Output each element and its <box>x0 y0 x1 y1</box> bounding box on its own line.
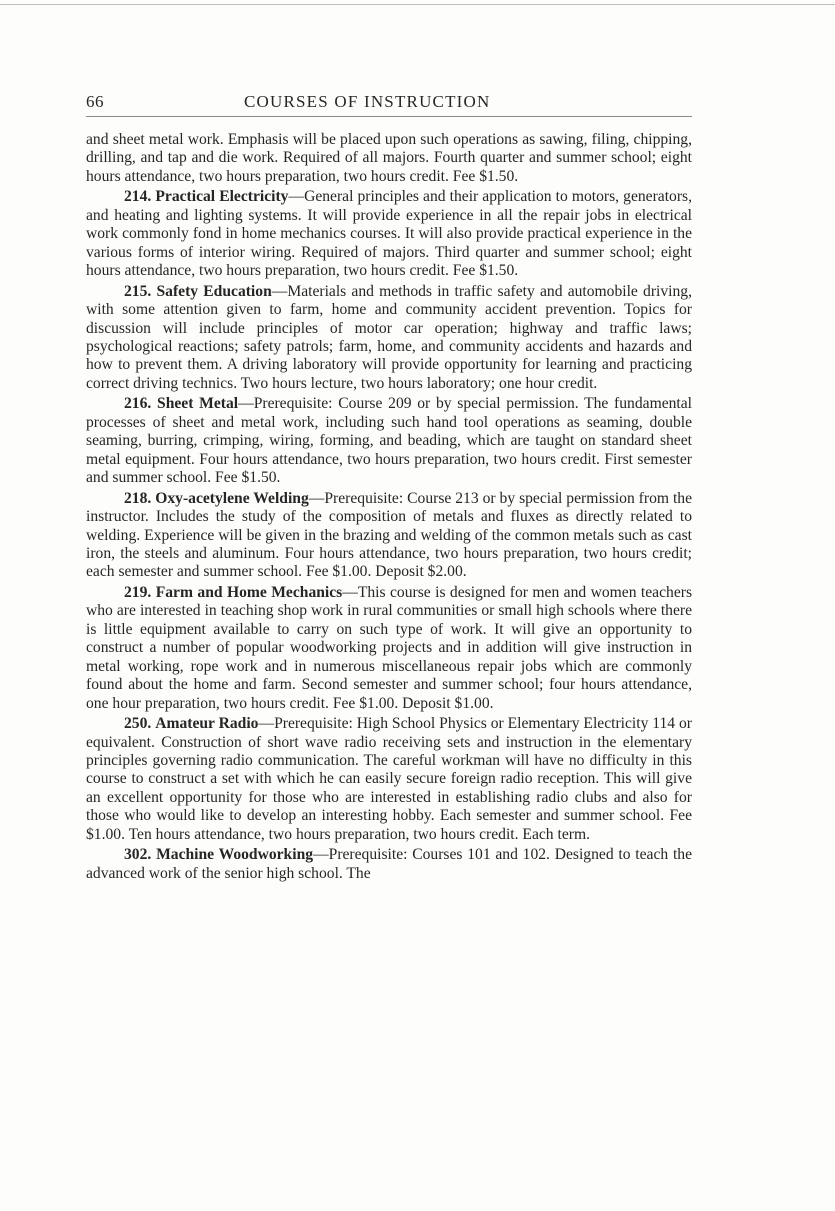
course-number: 250. <box>124 715 152 733</box>
course-title: Practical Electricity <box>155 188 289 206</box>
course-title: Machine Woodworking <box>156 846 314 864</box>
course-number: 218. <box>124 489 152 507</box>
top-edge-rule <box>0 4 835 5</box>
course-number: 216. <box>124 395 152 413</box>
course-description: —This course is designed for men and women teachers who are interested in teaching shop work in rural communities or small high schools where there is little equipment available to carry on such type of work. It will give an opportunity to construct a number of popular woodworking projects and in addition will give instruction in metal working, rope work and in numerous miscellaneous repair jobs which are commonly found about the home and farm. Second semester and summer school; four hours attendance, one hour preparation, two hours credit. Fee $1.00. Deposit $1.00. <box>86 583 693 712</box>
course-218 <box>86 490 692 582</box>
intro-paragraph: and sheet metal work. Emphasis will be placed upon such operations as sawing, filing, chipping, drilling, and tap and die work. Required of all majors. Fourth quarter and summer school; eight hours attendance, two hours preparation, two hours credit. Fee $1.50. <box>86 131 692 185</box>
course-description: —Prerequisite: Course 209 or by special permission. The fundamental processes of sheet and metal work, including such hand tool operations as seaming, double seaming, burring, crimping, wiring, forming, and beading, which are taught on standard sheet metal equipment. Four hours attendance, two hours preparation, two hours credit. First semester and summer school. Fee $1.50. <box>86 395 692 487</box>
course-215 <box>86 283 692 394</box>
course-number: 302. <box>124 846 152 864</box>
course-302 <box>86 846 692 883</box>
course-title: Amateur Radio <box>155 715 259 733</box>
course-title: Safety Education <box>156 282 272 300</box>
course-description: —Prerequisite: Courses 101 and 102. Designed to teach the advanced work of the senior high school. The <box>86 846 692 882</box>
course-219 <box>86 584 692 713</box>
course-number: 219. <box>124 583 152 601</box>
course-description: —Prerequisite: High School Physics or Elementary Electricity 114 or equivalent. Construction of short wave radio receiving sets and instruction in the elementary principles governing radio communication. The careful workman will have no difficulty in this course to construct a set with which he can easily secure foreign radio reception. This will give an excellent opportunity for those who are interested in establishing radio clubs and also for those who would like to develop an interesting hobby. Each semester and summer school. Fee $1.00. Ten hours attendance, two hours preparation, two hours credit. Each term. <box>86 715 693 843</box>
course-description: —Prerequisite: Course 213 or by special permission from the instructor. Includes the study of the composition of metals and fluxes as directly related to welding. Experience will be given in the brazing and welding of the common metals such as cast iron, the steels and aluminum. Four hours attendance, two hours preparation, two hours credit; each semester and summer school. Fee $1.00. Deposit $2.00. <box>86 489 692 581</box>
course-250 <box>86 715 692 844</box>
body-text <box>86 131 692 885</box>
page-header <box>86 92 692 117</box>
course-216 <box>86 395 692 487</box>
course-title: Sheet Metal <box>157 395 239 413</box>
course-title: Farm and Home Mechanics <box>155 583 343 601</box>
course-title: Oxy-acetylene Welding <box>155 489 309 507</box>
course-description: —Materials and methods in traffic safety and automobile driving, with some attention given to farm, home and community accident prevention. Topics for discussion will include principles of motor car operation; highway and traffic laws; psychological reactions; safety patrols; farm, home, and community accidents and hazards and how to prevent them. A driving laboratory will provide opportunity for learning and practicing correct driving technics. Two hours lecture, two hours laboratory; one hour credit. <box>86 282 692 392</box>
course-number: 214. <box>124 188 152 206</box>
page-number: 66 <box>86 92 104 111</box>
course-description: —General principles and their application to motors, generators, and heating and lighting systems. It will provide experience in all the repair jobs in electrical work commonly fond in home mechanics courses. It will also provide practical experience in the various forms of interior wiring. Required of majors. Third quarter and summer school; eight hours attendance, two hours preparation, two hours credit. Fee $1.50. <box>86 188 692 280</box>
course-number: 215. <box>124 282 152 300</box>
running-head: COURSES OF INSTRUCTION <box>244 92 491 111</box>
course-214 <box>86 188 692 280</box>
